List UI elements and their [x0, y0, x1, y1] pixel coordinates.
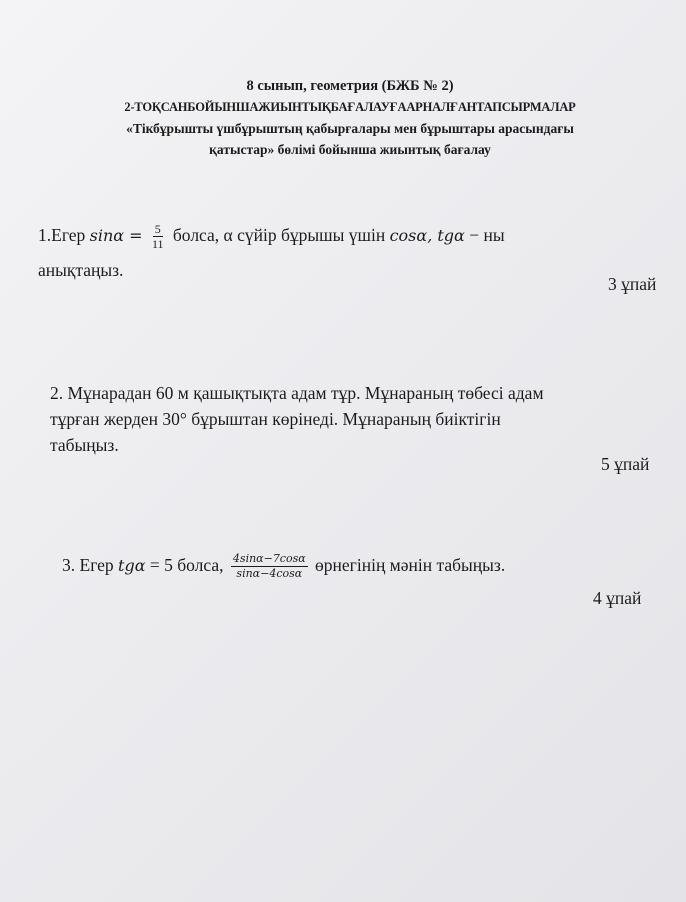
task-3-fraction-numerator: 4sinα−7cosα: [232, 552, 306, 566]
task-1-mid: болса, α сүйір бұрышы үшін: [172, 225, 386, 245]
task-3: [62, 552, 662, 581]
task-1-points: 3 ұпай: [608, 274, 657, 294]
header-grade-title: 8 сынып, геометрия (БЖБ № 2): [246, 78, 454, 94]
task-1: [38, 222, 638, 283]
task-1-prefix: 1.Егер: [38, 225, 86, 245]
task-3-suffix: өрнегінің мәнін табыңыз.: [315, 555, 506, 575]
sheet-header: [70, 76, 630, 160]
task-1-suffix: − ны: [469, 225, 505, 245]
task-1-fraction: [150, 222, 166, 251]
task-2-line3: табыңыз.: [50, 435, 119, 455]
header-section-line1: «Тікбұрышты үшбұрыштың қабырғалары мен бұрыштары арасындағы: [126, 121, 574, 136]
header-quarter-title: 2-ТОҚСАНБОЙЫНШАЖИЫНТЫҚБАҒАЛАУҒААРНАЛҒАНТАПСЫРМАЛАР: [124, 100, 576, 114]
task-3-tg: tgα: [118, 556, 146, 575]
task-1-fraction-numerator: 5: [154, 222, 161, 237]
task-1-line1: [38, 222, 638, 251]
task-3-fraction-denominator: sinα−4cosα: [236, 567, 303, 581]
task-2-points: 5 ұпай: [601, 454, 650, 474]
task-1-line2: анықтаңыз.: [38, 260, 124, 281]
task-2-line1: 2. Мұнарадан 60 м қашықтықта адам тұр. Мұнараның төбесі адам: [50, 383, 544, 403]
task-3-mid: = 5 болса,: [149, 555, 224, 575]
task-1-functions: cosα, tgα: [389, 226, 465, 245]
task-3-points: 4 ұпай: [593, 588, 642, 608]
task-3-fraction: [231, 552, 308, 581]
task-2: [50, 380, 660, 458]
task-2-line2: тұрған жерден 30° бұрыштан көрінеді. Мұнараның биіктігін: [50, 409, 501, 429]
task-1-fraction-denominator: 11: [151, 237, 164, 252]
task-1-sin: sinα =: [89, 226, 143, 245]
header-section-line2: қатыстар» бөлімі бойынша жиынтық бағалау: [209, 142, 491, 157]
task-3-prefix: 3. Егер: [62, 555, 114, 575]
